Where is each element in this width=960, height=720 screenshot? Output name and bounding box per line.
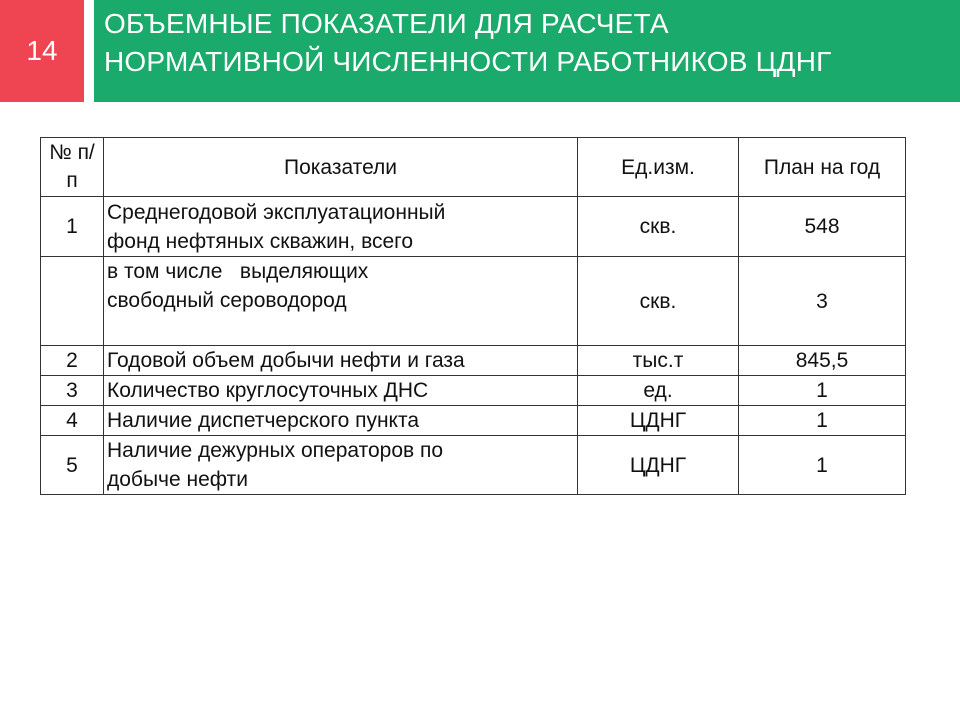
title-bar bbox=[94, 0, 960, 102]
row-num: 3 bbox=[41, 376, 104, 406]
row-indicator-line2: свободный сероводород bbox=[107, 289, 347, 312]
row-num: 5 bbox=[41, 436, 104, 495]
table-row bbox=[41, 197, 906, 257]
row-plan: 845,5 bbox=[739, 346, 906, 376]
row-plan: 1 bbox=[739, 376, 906, 406]
header-num-line1: № п/ bbox=[49, 141, 95, 164]
row-unit: скв. bbox=[578, 197, 739, 257]
row-unit: скв. bbox=[578, 257, 739, 346]
row-indicator-line1: Среднегодовой эксплуатационный bbox=[107, 200, 446, 224]
table-row bbox=[41, 376, 906, 406]
row-indicator: Наличие диспетчерского пункта bbox=[104, 406, 578, 436]
header-num-line2: п bbox=[66, 169, 78, 192]
row-unit: ед. bbox=[578, 376, 739, 406]
row-indicator bbox=[104, 436, 578, 495]
row-unit: ЦДНГ bbox=[578, 406, 739, 436]
indicators-table bbox=[40, 137, 906, 495]
page-title-line-1: ОБЪЕМНЫЕ ПОКАЗАТЕЛИ ДЛЯ РАСЧЕТА bbox=[104, 8, 669, 39]
header-unit: Ед.изм. bbox=[578, 138, 739, 197]
row-num bbox=[41, 257, 104, 346]
row-indicator-line1: в том числе выделяющих bbox=[107, 260, 369, 283]
slide-number bbox=[0, 0, 84, 102]
row-num: 4 bbox=[41, 406, 104, 436]
row-plan: 1 bbox=[739, 406, 906, 436]
row-indicator bbox=[104, 197, 578, 257]
row-indicator: Количество круглосуточных ДНС bbox=[104, 376, 578, 406]
row-plan: 548 bbox=[739, 197, 906, 257]
row-indicator-line1: Наличие дежурных операторов по bbox=[107, 439, 444, 462]
row-plan: 1 bbox=[739, 436, 906, 495]
table-row bbox=[41, 406, 906, 436]
row-indicator-line2: добыче нефти bbox=[107, 468, 248, 491]
header-plan: План на год bbox=[739, 138, 906, 197]
row-indicator-line2: фонд нефтяных скважин, всего bbox=[107, 229, 414, 253]
row-num: 1 bbox=[41, 197, 104, 257]
row-plan: 3 bbox=[739, 257, 906, 346]
slide-number-text: 14 bbox=[26, 35, 58, 66]
page-title-line-2: НОРМАТИВНОЙ ЧИСЛЕННОСТИ РАБОТНИКОВ ЦДНГ bbox=[104, 46, 832, 77]
row-indicator: Годовой объем добычи нефти и газа bbox=[104, 346, 578, 376]
row-unit: тыс.т bbox=[578, 346, 739, 376]
header-indicator: Показатели bbox=[104, 138, 578, 197]
table-row bbox=[41, 436, 906, 495]
row-unit: ЦДНГ bbox=[578, 436, 739, 495]
row-num: 2 bbox=[41, 346, 104, 376]
table-header-row bbox=[41, 138, 906, 197]
table-row bbox=[41, 346, 906, 376]
row-indicator bbox=[104, 257, 578, 346]
table-row bbox=[41, 257, 906, 346]
header-num bbox=[41, 138, 104, 197]
